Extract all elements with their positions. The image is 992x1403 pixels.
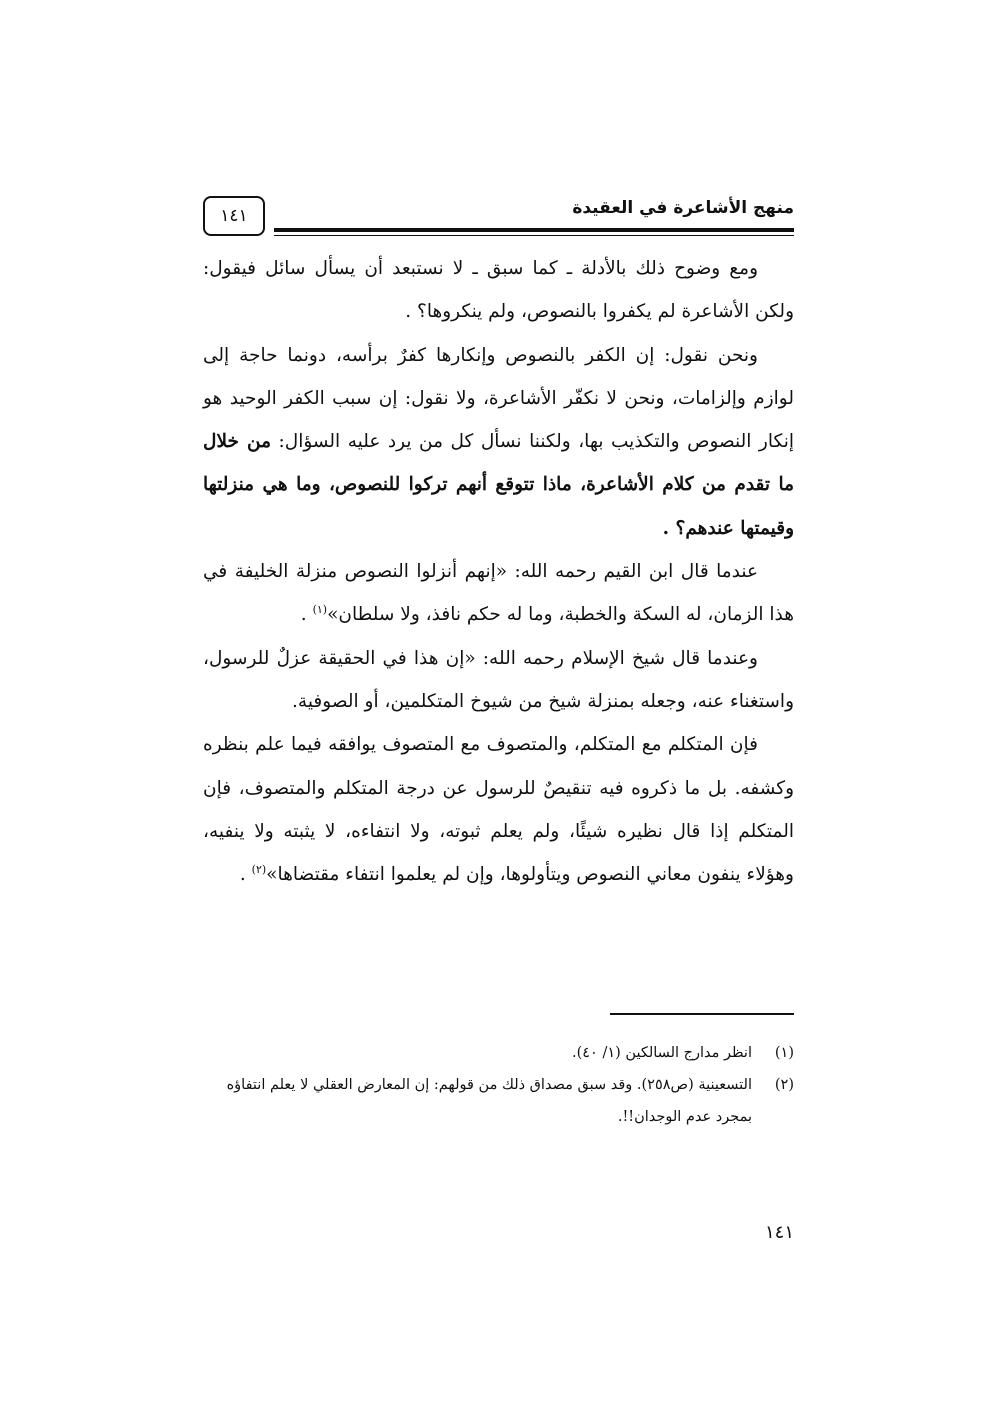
paragraph-1 — [203, 247, 794, 334]
paragraph-2-bold: من خلال ما تقدم من كلام الأشاعرة، ماذا تتوقع أنهم تركوا للنصوص، وما هي منزلتها وقيمتها عندهم؟ . — [203, 431, 794, 539]
book-title: منهج الأشاعرة في العقيدة — [572, 198, 794, 218]
footnote-1-number: (١) — [774, 1045, 794, 1061]
footnotes — [203, 1037, 794, 1133]
footnote-1 — [203, 1037, 794, 1069]
header-rule-thin — [274, 235, 794, 236]
paragraph-5-tail: . — [239, 864, 252, 886]
paragraph-1-text: ومع وضوح ذلك بالأدلة ـ كما سبق ـ لا نستبعد أن يسأل سائل فيقول: ولكن الأشاعرة لم يكفروا بالنصوص، ولم ينكروها؟ . — [203, 258, 794, 323]
main-text — [203, 247, 794, 896]
paragraph-5-text: فإن المتكلم مع المتكلم، والمتصوف مع المتصوف يوافقه فيما علم بنظره وكشفه. بل ما ذكروه فيه تنقيصٌ للرسول عن درجة المتكلم والمتصوف، فإن المتكلم إذا قال نظيره شيئًا، ولم يعلم ثبوته، ولا انتفاءه، لا يثبته ولا ينفيه، وهؤلاء ينفون معاني النصوص ويتأولوها، وإن لم يعلموا انتفاء مقتضاها» — [203, 734, 794, 886]
paragraph-4 — [203, 637, 794, 724]
paragraph-2-text: ونحن نقول: إن الكفر بالنصوص وإنكارها كفرٌ برأسه، دونما حاجة إلى لوازم وإلزامات، ونحن لا نكفّر الأشاعرة، ولا نقول: إن سبب الكفر الوحيد هو إنكار النصوص والتكذيب بها، ولكننا نسأل كل من يرد عليه السؤال: — [203, 344, 794, 453]
header-rule-thick — [274, 228, 794, 232]
paragraph-3-tail: . — [300, 604, 313, 626]
header-page-number: ١٤١ — [203, 196, 265, 236]
footnote-ref-2[interactable]: (٢) — [251, 863, 267, 876]
paragraph-2 — [203, 334, 794, 550]
paragraph-5 — [203, 723, 794, 896]
footnote-1-text: انظر مدارج السالكين (١/ ٤٠). — [571, 1045, 752, 1061]
footnote-2-number: (٢) — [774, 1077, 794, 1093]
footnote-2 — [203, 1069, 794, 1133]
paragraph-4-text: وعندما قال شيخ الإسلام رحمه الله: «إن هذا في الحقيقة عزلٌ للرسول، واستغناء عنه، وجعله بمنزلة شيخ من شيوخ المتكلمين، أو الصوفية. — [203, 647, 794, 712]
footnote-2-text: التسعينية (ص٢٥٨). وقد سبق مصداق ذلك من قولهم: إن المعارض العقلي لا يعلم انتفاؤه بمجرد عدم الوجدان!!. — [226, 1077, 752, 1125]
running-header — [203, 196, 794, 242]
paragraph-3 — [203, 550, 794, 637]
footnote-separator — [610, 1013, 794, 1015]
page-folio: ١٤١ — [764, 1222, 794, 1243]
footnote-ref-1[interactable]: (١) — [312, 603, 328, 617]
paragraph-3-text: عندما قال ابن القيم رحمه الله: «إنهم أنزلوا النصوص منزلة الخليفة في هذا الزمان، له السكة والخطبة، وما له حكم نافذ، ولا سلطان» — [203, 561, 794, 626]
